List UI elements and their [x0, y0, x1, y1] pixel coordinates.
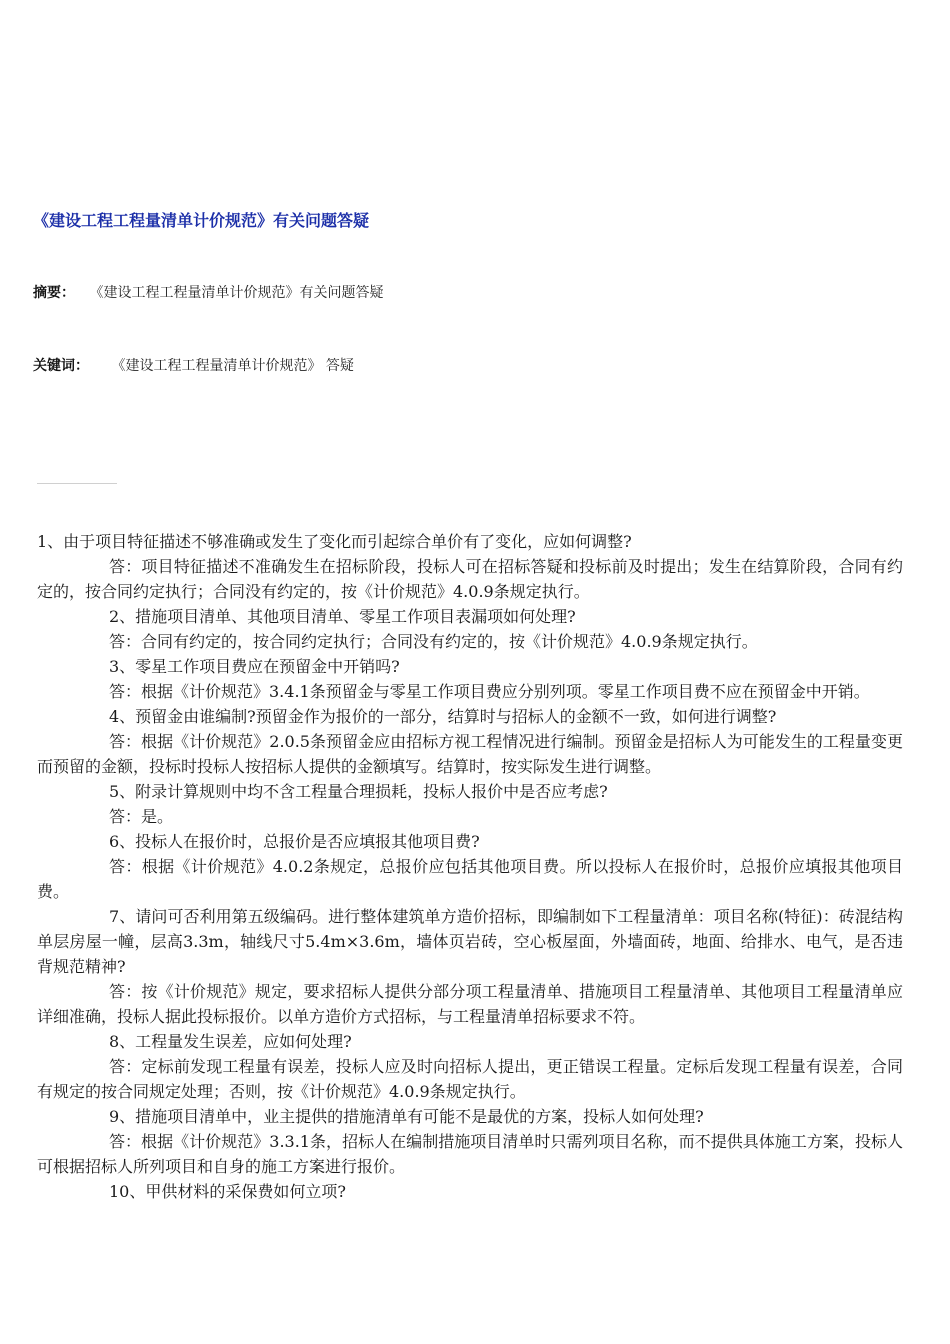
section-divider — [37, 483, 117, 484]
answer-paragraph: 答：根据《计价规范》4.0.2条规定，总报价应包括其他项目费。所以投标人在报价时，总报价应填报其他项目费。 — [37, 857, 903, 901]
question-paragraph: 8、工程量发生误差，应如何处理? — [109, 1032, 352, 1051]
keywords-section — [33, 355, 533, 378]
question-paragraph: 4、预留金由谁编制?预留金作为报价的一部分，结算时与招标人的金额不一致，如何进行调整? — [109, 707, 777, 726]
answer-paragraph: 答：合同有约定的，按合同约定执行；合同没有约定的，按《计价规范》4.0.9条规定执行。 — [109, 632, 758, 651]
document-title: 《建设工程工程量清单计价规范》有关问题答疑 — [33, 211, 370, 230]
abstract-section — [33, 282, 403, 305]
question-paragraph: 6、投标人在报价时，总报价是否应填报其他项目费? — [109, 832, 480, 851]
answer-paragraph: 答：是。 — [109, 807, 174, 826]
question-paragraph: 3、零星工作项目费应在预留金中开销吗? — [109, 657, 400, 676]
answer-paragraph: 答：根据《计价规范》3.4.1条预留金与零星工作项目费应分别列项。零星工作项目费不应在预留金中开销。 — [109, 682, 870, 701]
question-paragraph: 7、请问可否利用第五级编码。进行整体建筑单方造价招标，即编制如下工程量清单：项目名称(特征)：砖混结构单层房屋一幢，层高3.3m，轴线尺寸5.4m×3.6m，墙体页岩砖，空心板屋面，外墙面砖，地面、给排水、电气，是否违背规范精神? — [37, 907, 903, 976]
question-paragraph: 2、措施项目清单、其他项目清单、零星工作项目表漏项如何处理? — [109, 607, 576, 626]
answer-paragraph: 答：根据《计价规范》3.3.1条，招标人在编制措施项目清单时只需列项目名称，而不提供具体施工方案，投标人可根据招标人所列项目和自身的施工方案进行报价。 — [37, 1132, 903, 1176]
abstract-text: 《建设工程工程量清单计价规范》有关问题答疑 — [89, 285, 384, 301]
answer-paragraph: 答：根据《计价规范》2.0.5条预留金应由招标方视工程情况进行编制。预留金是招标人为可能发生的工程量变更而预留的金额，投标时投标人按招标人提供的金额填写。结算时，按实际发生进行调整。 — [37, 732, 903, 776]
abstract-label: 摘要： — [33, 285, 75, 301]
question-paragraph: 1、由于项目特征描述不够准确或发生了变化而引起综合单价有了变化，应如何调整? — [37, 532, 632, 551]
question-paragraph: 10、甲供材料的采保费如何立项? — [109, 1182, 346, 1201]
question-paragraph: 9、措施项目清单中，业主提供的措施清单有可能不是最优的方案，投标人如何处理? — [109, 1107, 704, 1126]
answer-paragraph: 答：按《计价规范》规定，要求招标人提供分部分项工程量清单、措施项目工程量清单、其他项目工程量清单应详细准确，投标人据此投标报价。以单方造价方式招标，与工程量清单招标要求不符。 — [37, 982, 903, 1026]
answer-paragraph: 答：项目特征描述不准确发生在招标阶段，投标人可在招标答疑和投标前及时提出；发生在结算阶段，合同有约定的，按合同约定执行；合同没有约定的，按《计价规范》4.0.9条规定执行。 — [37, 557, 903, 601]
answer-paragraph: 答：定标前发现工程量有误差，投标人应及时向招标人提出，更正错误工程量。定标后发现工程量有误差，合同有规定的按合同规定处理；否则，按《计价规范》4.0.9条规定执行。 — [37, 1057, 903, 1101]
question-paragraph: 5、附录计算规则中均不含工程量合理损耗，投标人报价中是否应考虑? — [109, 782, 608, 801]
qa-body — [37, 529, 903, 1204]
keywords-label: 关键词： — [33, 358, 89, 374]
keywords-text: 《建设工程工程量清单计价规范》 答疑 — [111, 358, 354, 374]
